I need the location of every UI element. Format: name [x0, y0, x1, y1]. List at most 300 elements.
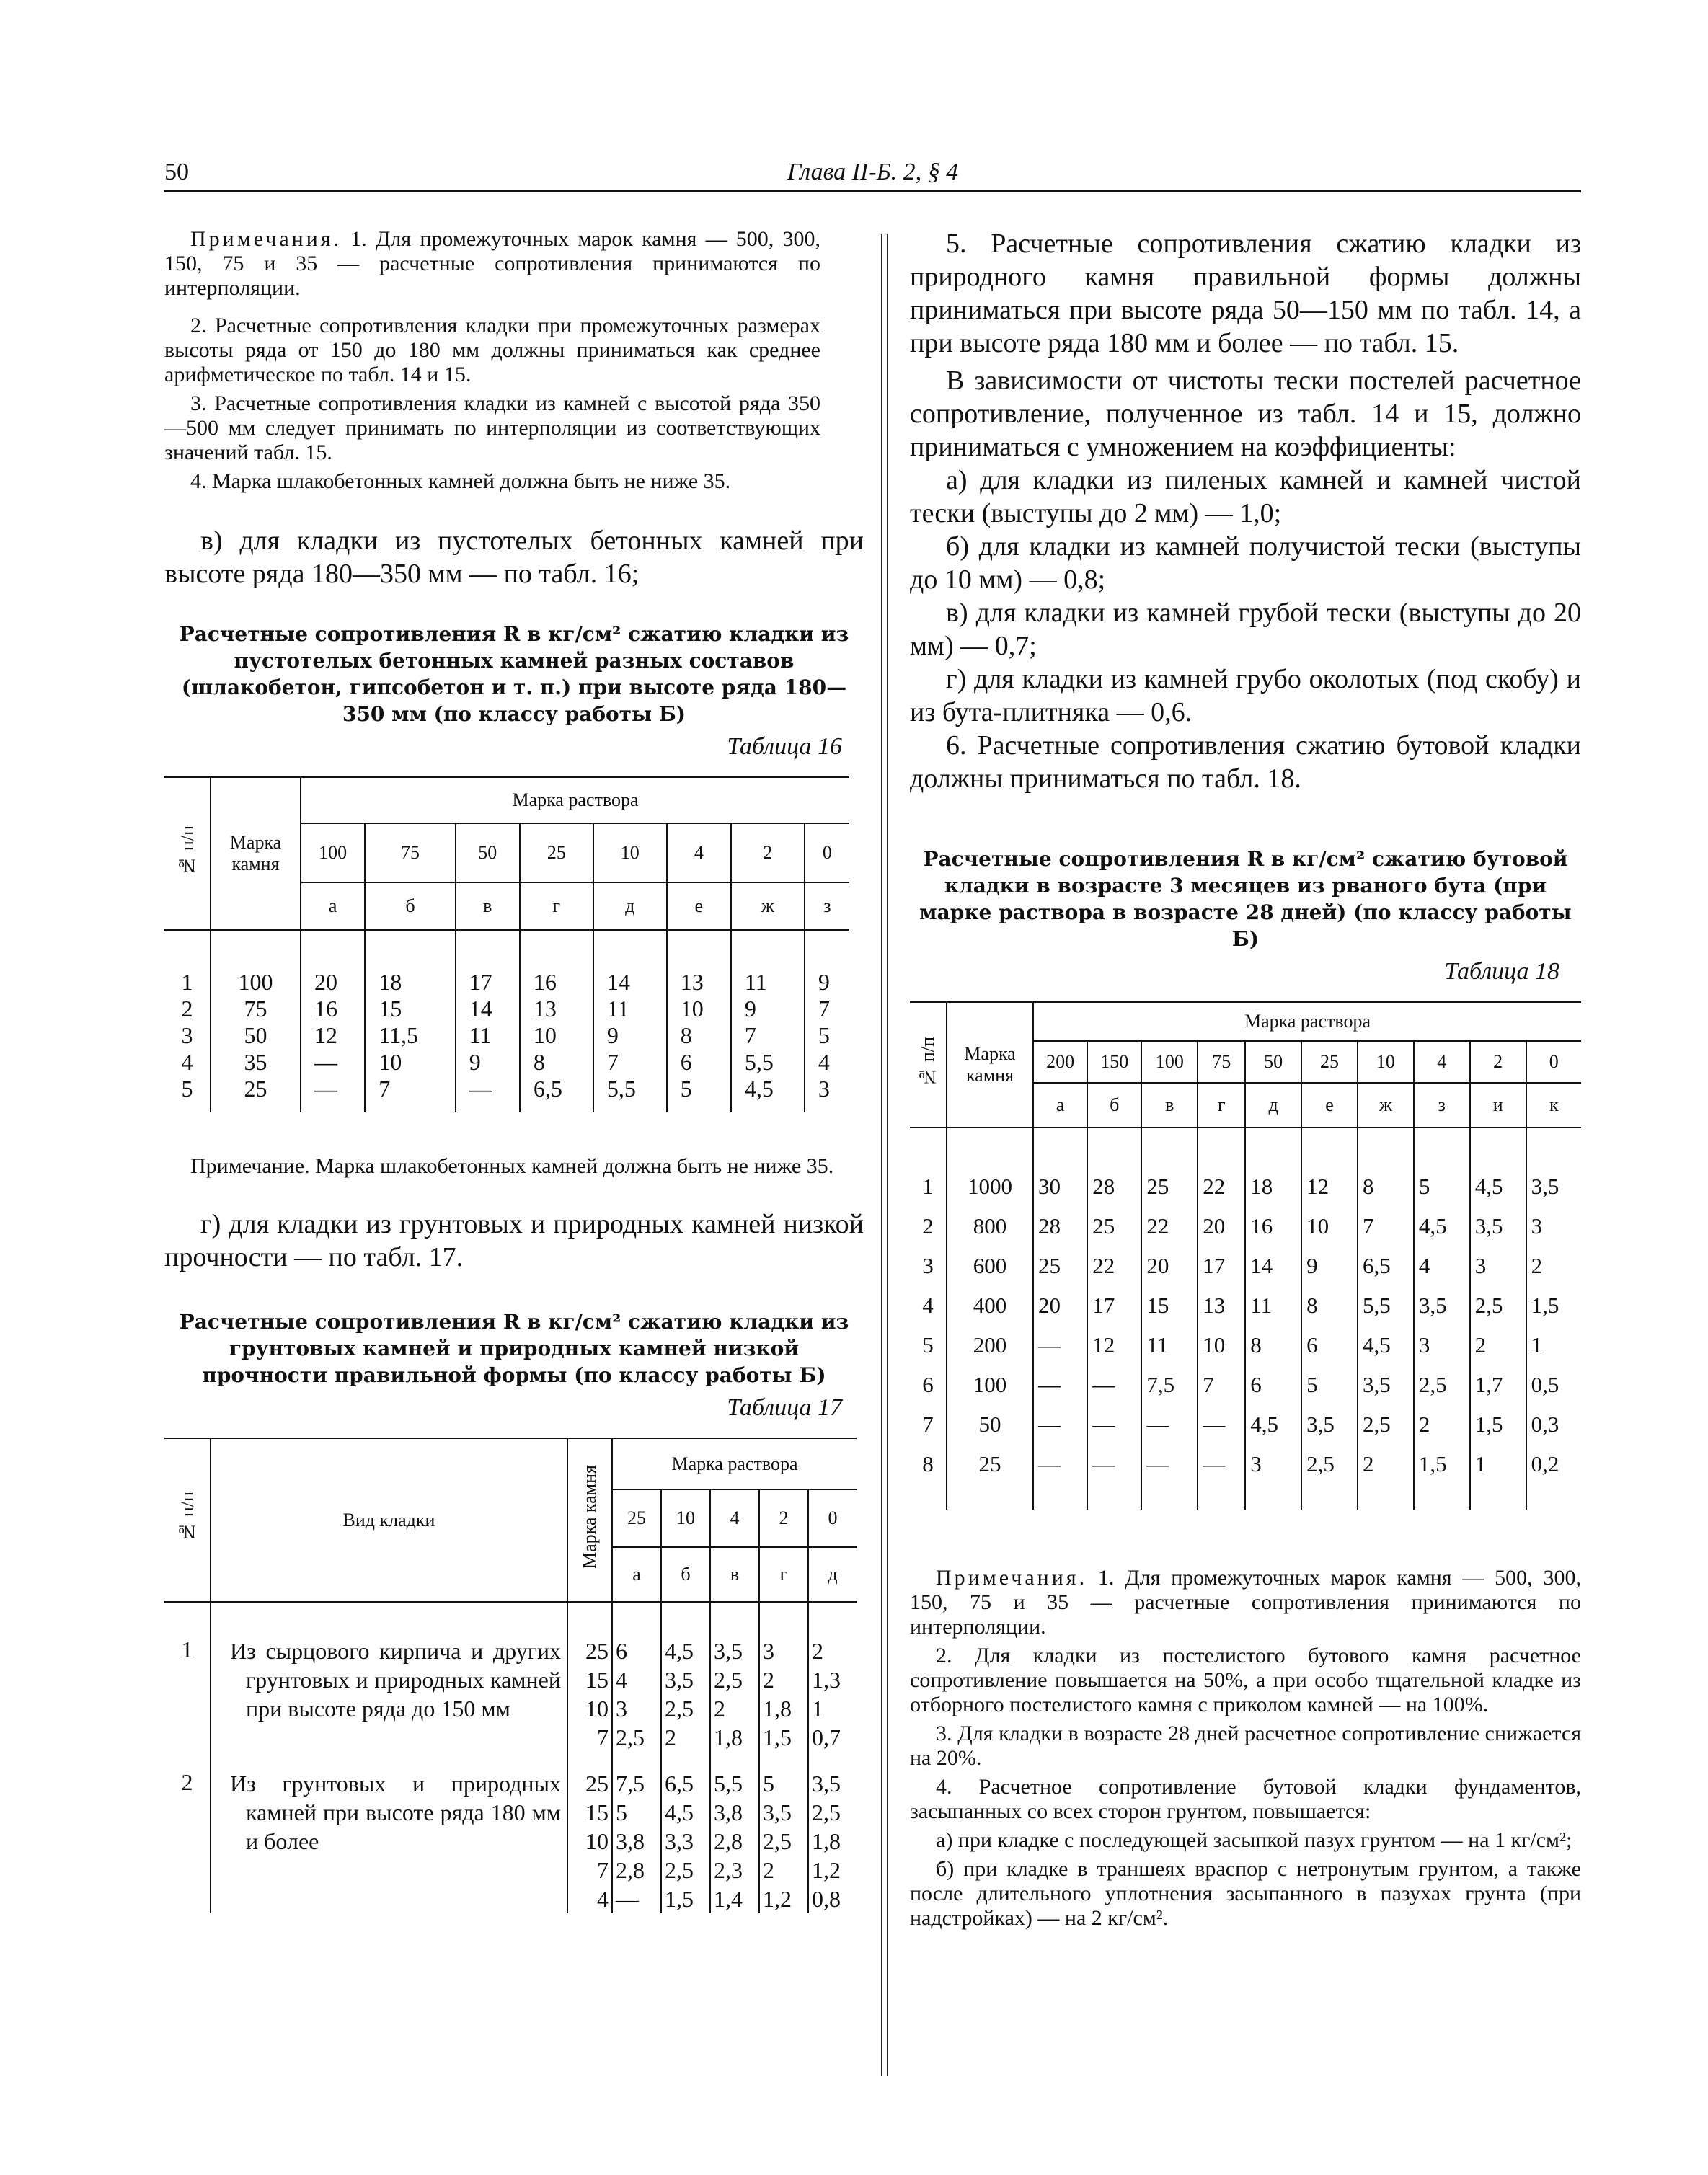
- t17-gap-2: [710, 1602, 759, 1636]
- t18-cell: 8: [1245, 1325, 1301, 1365]
- t18-cell: —: [1033, 1365, 1087, 1404]
- t17-cell: 1: [812, 1695, 823, 1722]
- t17-cell: 3,5: [759, 1798, 808, 1827]
- t18-row-num: 4: [910, 1285, 947, 1325]
- t18-gap-2: [1141, 1128, 1198, 1166]
- t18-cell: 5,5: [1358, 1285, 1414, 1325]
- t16-tail-0: [301, 1102, 365, 1112]
- note18-3: 3. Для кладки в возрасте 28 дней расчетное сопротивление снижается на 20%.: [910, 1722, 1581, 1770]
- t16-letter-3: г: [520, 882, 593, 930]
- table18-label: Таблица 18: [1444, 958, 1559, 985]
- t17-sp-mark: [567, 1752, 612, 1769]
- t17-sp-1: [661, 1752, 710, 1769]
- t17-row-mark: 10: [567, 1827, 612, 1856]
- t16-cell: 6,5: [520, 1076, 593, 1102]
- t16-row-mark: 25: [211, 1076, 301, 1102]
- t18-cell: 8: [1358, 1166, 1414, 1206]
- t18-cell: —: [1087, 1365, 1141, 1404]
- t16-cell: 7: [593, 1049, 667, 1076]
- t17-row-mark: 15: [567, 1798, 612, 1827]
- t16-row-num: 1: [164, 969, 211, 996]
- t17-group-kind: Из сырцового кирпича и других грунтовых и природных камней при высоте ряда до 150 мм: [211, 1636, 567, 1752]
- t17-cell: 3,3: [661, 1827, 710, 1856]
- t18-tail-5: [1301, 1484, 1358, 1510]
- t16-cell: —: [456, 1076, 520, 1102]
- t18-tail-1: [1087, 1484, 1141, 1510]
- t18-cell: 1,5: [1470, 1404, 1526, 1444]
- t18-cell: 20: [1198, 1206, 1245, 1246]
- t16-mark-2: 50: [456, 823, 520, 882]
- t17-letter-0: а: [612, 1547, 661, 1602]
- t18-row-mark: 25: [947, 1444, 1033, 1484]
- t18-cell: 4,5: [1470, 1166, 1526, 1206]
- t18-cell: 17: [1087, 1285, 1141, 1325]
- t18-letter-9: к: [1549, 1094, 1559, 1115]
- t16-cell: 10: [667, 996, 731, 1022]
- t18-row-2: [910, 1206, 1581, 1246]
- t16-letter-6: ж: [731, 882, 805, 930]
- t18-letter-2: в: [1141, 1083, 1198, 1128]
- t16-gap-2: [456, 930, 520, 969]
- t18-row-mark: 800: [947, 1206, 1033, 1246]
- t18-cell: 2: [1414, 1404, 1470, 1444]
- t17-row-mark: 7: [567, 1856, 612, 1884]
- t18-row-num: 3: [910, 1246, 947, 1285]
- t18-cell: —: [1033, 1404, 1087, 1444]
- t18-cell: 15: [1141, 1285, 1198, 1325]
- t18-cell: 28: [1087, 1166, 1141, 1206]
- t17-group-num: 2: [164, 1769, 211, 1913]
- t18-mark-5: 25: [1301, 1041, 1358, 1083]
- t18-row-mark: 100: [947, 1365, 1033, 1404]
- t18-gap-5: [1301, 1128, 1358, 1166]
- t17-cell: 4,5: [661, 1798, 710, 1827]
- t17-row-mark: 25: [567, 1769, 612, 1798]
- t16-cell: 7: [731, 1022, 805, 1049]
- t17-cell: 3,5: [812, 1770, 841, 1797]
- t17-cell: —: [612, 1884, 661, 1913]
- t18-cell: 11: [1141, 1325, 1198, 1365]
- t18-cell: 2: [1358, 1444, 1414, 1484]
- t17-cell: 5: [612, 1798, 661, 1827]
- t18-gap-6: [1358, 1128, 1414, 1166]
- t18-tail-6: [1358, 1484, 1414, 1510]
- t18-cell: 1,5: [1414, 1444, 1470, 1484]
- t16-gap-0: [301, 930, 365, 969]
- t17-row-mark: 7: [567, 1723, 612, 1752]
- t18-gap-mark: [947, 1128, 1033, 1166]
- t18-cell: 7: [1198, 1365, 1245, 1404]
- para-v-text: в) для кладки из пустотелых бетонных камней при высоте ряда 180—350 мм — по табл. 16;: [164, 526, 864, 589]
- t18-gap-0: [1033, 1128, 1087, 1166]
- t16-gap-3: [520, 930, 593, 969]
- t17-cell: 2: [661, 1723, 710, 1752]
- t16-cell: —: [301, 1049, 365, 1076]
- t18-tail-2: [1141, 1484, 1198, 1510]
- t17-cell: 3,5: [710, 1636, 759, 1665]
- t16-mark-0: 100: [301, 823, 365, 882]
- t18-cell: 3,5: [1301, 1404, 1358, 1444]
- t18-gap-num: [910, 1128, 947, 1166]
- t18-mark-0: 200: [1033, 1041, 1087, 1083]
- t18-cell: 6,5: [1358, 1246, 1414, 1285]
- t16-letter-1: б: [365, 882, 456, 930]
- notes18: [910, 1566, 1581, 1931]
- t16-letter-7: з: [823, 895, 831, 916]
- t17-cell: 2: [759, 1856, 808, 1884]
- t17-row-2-1: [164, 1769, 857, 1798]
- header-rule: [164, 190, 1581, 192]
- t17-cell: 2,5: [661, 1856, 710, 1884]
- t18-cell: 3,5: [1358, 1365, 1414, 1404]
- t16-mark-6: 2: [731, 823, 805, 882]
- table-17: [164, 1438, 857, 1913]
- note-top-4: 4. Марка шлакобетонных камней должна быть не ниже 35.: [190, 469, 731, 493]
- t18-mark-8: 2: [1470, 1041, 1526, 1083]
- t18-tail-8: [1470, 1484, 1526, 1510]
- t16-cell: 20: [301, 969, 365, 996]
- t16-cell: 16: [301, 996, 365, 1022]
- t16-tail-4: [593, 1102, 667, 1112]
- t18-cell: 4: [1414, 1246, 1470, 1285]
- t18-tail-7: [1414, 1484, 1470, 1510]
- t16-head-num: № п/п: [164, 777, 211, 930]
- t16-cell: 11: [731, 969, 805, 996]
- t18-cell: 20: [1033, 1285, 1087, 1325]
- t17-gap-4: [808, 1602, 857, 1636]
- note18-4b: б) при кладке в траншеях враспор с нетронутым грунтом, а также после длительного уплотнения засыпанного в пазухах грунта (при надстройках) — на 2 кг/см².: [910, 1857, 1581, 1930]
- t17-cell: 2: [710, 1694, 759, 1723]
- t16-cell: 5,5: [593, 1076, 667, 1102]
- t16-cell: 9: [731, 996, 805, 1022]
- t18-cell: 3,5: [1531, 1173, 1559, 1199]
- t18-mark-7: 4: [1414, 1041, 1470, 1083]
- note18-2: 2. Для кладки из постелистого бутового камня расчетное сопротивление повышается на 50%, а при особо тщательной кладке из отборного постелистого камня с приколом камней — на 100%.: [910, 1644, 1581, 1716]
- t18-cell: 28: [1033, 1206, 1087, 1246]
- t18-cell: 8: [1301, 1285, 1358, 1325]
- note18-4a: а) при кладке с последующей засыпкой пазух грунтом — на 1 кг/см²;: [936, 1828, 1572, 1852]
- t16-tail-mark: [211, 1102, 301, 1112]
- t18-row-1: [910, 1166, 1581, 1206]
- t16-gap-4: [593, 930, 667, 969]
- t18-cell: 12: [1301, 1166, 1358, 1206]
- t16-cell: 9: [593, 1022, 667, 1049]
- t18-cell: 10: [1198, 1325, 1245, 1365]
- t17-cell: 2,3: [710, 1856, 759, 1884]
- t17-mark-1: 10: [661, 1489, 710, 1547]
- t16-cell: 10: [520, 1022, 593, 1049]
- t18-cell: 1: [1470, 1444, 1526, 1484]
- t17-cell: 1,4: [710, 1884, 759, 1913]
- t18-cell: 12: [1087, 1325, 1141, 1365]
- t18-mark-2: 100: [1141, 1041, 1198, 1083]
- t16-tail-7: [805, 1102, 849, 1112]
- t18-cell: 9: [1301, 1246, 1358, 1285]
- t17-cell: 3,8: [710, 1798, 759, 1827]
- t17-gap-3: [759, 1602, 808, 1636]
- t18-cell: —: [1198, 1444, 1245, 1484]
- t16-tail-2: [456, 1102, 520, 1112]
- t18-tail-3: [1198, 1484, 1245, 1510]
- t17-cell: 2: [812, 1637, 823, 1664]
- t18-cell: 6: [1301, 1325, 1358, 1365]
- t18-row-8: [910, 1444, 1581, 1484]
- notes18-lead: Примечания.: [936, 1566, 1088, 1590]
- t16-row-mark: 100: [211, 969, 301, 996]
- t18-cell: —: [1198, 1404, 1245, 1444]
- t16-cell: 5: [818, 1022, 830, 1048]
- t17-sp-4: [808, 1752, 857, 1769]
- t18-row-mark: 50: [947, 1404, 1033, 1444]
- note-top-1: 1. Для промежуточных марок камня — 500, 300, 150, 75 и 35 — расчетные сопротивления принимаются по интерполяции.: [164, 227, 820, 300]
- t16-cell: 11: [593, 996, 667, 1022]
- t18-row-mark: 400: [947, 1285, 1033, 1325]
- t16-cell: 8: [520, 1049, 593, 1076]
- t16-gap-mark: [211, 930, 301, 969]
- t16-cell: —: [301, 1076, 365, 1102]
- t18-cell: —: [1141, 1444, 1198, 1484]
- t18-row-3: [910, 1246, 1581, 1285]
- t17-gap-kind: [211, 1602, 567, 1636]
- t18-cell: 3: [1245, 1444, 1301, 1484]
- column-divider: [881, 234, 882, 2076]
- t18-cell: 3: [1470, 1246, 1526, 1285]
- right-column: [910, 227, 1581, 1935]
- t17-cell: 1,5: [759, 1723, 808, 1752]
- t18-cell: 1,5: [1531, 1292, 1559, 1318]
- t18-cell: 1: [1531, 1332, 1543, 1357]
- t18-row-num: 2: [910, 1206, 947, 1246]
- t17-cell: 1,8: [759, 1694, 808, 1723]
- t17-sp-num: [164, 1752, 211, 1769]
- t17-cell: 1,2: [759, 1884, 808, 1913]
- t18-cell: —: [1033, 1325, 1087, 1365]
- t16-mark-3: 25: [520, 823, 593, 882]
- t18-letter-6: ж: [1358, 1083, 1414, 1128]
- t18-cell: 0,2: [1531, 1450, 1559, 1476]
- t18-cell: 14: [1245, 1246, 1301, 1285]
- t17-cell: 2,8: [612, 1856, 661, 1884]
- t16-tail-6: [731, 1102, 805, 1112]
- t16-mark-5: 4: [667, 823, 731, 882]
- right-text: [910, 227, 1581, 795]
- t16-cell: 9: [456, 1049, 520, 1076]
- t16-cell: 16: [520, 969, 593, 996]
- notes-top-lead: Примечания.: [190, 227, 342, 251]
- t18-cell: 4,5: [1245, 1404, 1301, 1444]
- t18-row-7: [910, 1404, 1581, 1444]
- t18-cell: —: [1033, 1444, 1087, 1484]
- t17-letter-3: г: [759, 1547, 808, 1602]
- t16-row-num: 3: [164, 1022, 211, 1049]
- t18-cell: 30: [1033, 1166, 1087, 1206]
- t17-cell: 2,5: [710, 1665, 759, 1694]
- t17-cell: 7,5: [612, 1769, 661, 1798]
- t18-row-mark: 600: [947, 1246, 1033, 1285]
- t16-cell: 7: [365, 1076, 456, 1102]
- t18-gap-9: [1526, 1128, 1581, 1166]
- t18-cell: 25: [1141, 1166, 1198, 1206]
- t17-sp-2: [710, 1752, 759, 1769]
- t17-cell: 2,5: [812, 1799, 841, 1825]
- t18-tail-4: [1245, 1484, 1301, 1510]
- t18-mark-4: 50: [1245, 1041, 1301, 1083]
- t18-row-num: 1: [910, 1166, 947, 1206]
- t16-cell: 3: [818, 1076, 830, 1102]
- t18-cell: 2,5: [1470, 1285, 1526, 1325]
- t17-sp-3: [759, 1752, 808, 1769]
- chapter-title: Глава II-Б. 2, § 4: [787, 159, 959, 185]
- t18-cell: 3: [1531, 1213, 1543, 1239]
- t17-row-mark: 25: [567, 1636, 612, 1665]
- t17-head-num: № п/п: [164, 1438, 211, 1602]
- t17-group-num: 1: [164, 1636, 211, 1752]
- t16-tail-num: [164, 1102, 211, 1112]
- t16-head-group: Марка раствора: [301, 777, 849, 823]
- t17-letter-4: д: [828, 1564, 838, 1585]
- t18-cell: 10: [1301, 1206, 1358, 1246]
- table17-caption: Расчетные сопротивления R в кг/см² сжатию кладки из грунтовых камней и природных камней низкой прочности правильной формы (по классу работы Б): [179, 1310, 849, 1387]
- left-column: [164, 227, 864, 1913]
- t17-row-mark: 10: [567, 1694, 612, 1723]
- t18-cell: 22: [1141, 1206, 1198, 1246]
- t17-cell: 1,2: [812, 1856, 841, 1883]
- t18-mark-6: 10: [1358, 1041, 1414, 1083]
- t16-row-mark: 75: [211, 996, 301, 1022]
- note-top-3: 3. Расчетные сопротивления кладки из камней с высотой ряда 350—500 мм следует принимать по интерполяции из соответствующих значений табл. 15.: [164, 391, 820, 464]
- t18-cell: 16: [1245, 1206, 1301, 1246]
- t16-cell: 17: [456, 969, 520, 996]
- t17-mark-4: 0: [808, 1489, 857, 1547]
- t18-tail-mark: [947, 1484, 1033, 1510]
- para-dependence: В зависимости от чистоты тески постелей расчетное сопротивление, полученное из табл. 14 и 15, должно приниматься с умножением на коэффициенты:: [910, 366, 1581, 462]
- para-v: [164, 524, 864, 590]
- t18-cell: 11: [1245, 1285, 1301, 1325]
- t17-mark-3: 2: [759, 1489, 808, 1547]
- t18-letter-8: и: [1470, 1083, 1526, 1128]
- t18-tail-0: [1033, 1484, 1087, 1510]
- t17-sp-kind: [211, 1752, 567, 1769]
- t17-cell: 1,8: [710, 1723, 759, 1752]
- note16-text: Примечание. Марка шлакобетонных камней должна быть не ниже 35.: [190, 1154, 834, 1178]
- t17-cell: 0,7: [812, 1724, 841, 1750]
- note16: [164, 1154, 835, 1179]
- t16-cell: 6: [667, 1049, 731, 1076]
- t18-cell: 0,5: [1531, 1371, 1559, 1397]
- t18-cell: 2,5: [1414, 1365, 1470, 1404]
- t16-cell: 10: [365, 1049, 456, 1076]
- t18-cell: 20: [1141, 1246, 1198, 1285]
- t18-row-num: 5: [910, 1325, 947, 1365]
- t18-cell: 3: [1414, 1325, 1470, 1365]
- t18-cell: 3,5: [1414, 1285, 1470, 1325]
- t18-cell: —: [1141, 1404, 1198, 1444]
- t18-head-mark: Марка камня: [947, 1002, 1033, 1128]
- para-6: 6. Расчетные сопротивления сжатию бутовой кладки должны приниматься по табл. 18.: [910, 730, 1581, 794]
- t18-cell: 25: [1033, 1246, 1087, 1285]
- para-5: 5. Расчетные сопротивления сжатию кладки из природного камня правильной формы должны приниматься при высоте ряда 50—150 мм по табл. 14, а при высоте ряда 180 мм и более — по табл. 15.: [910, 229, 1581, 358]
- t18-cell: 17: [1198, 1246, 1245, 1285]
- t16-row-num: 2: [164, 996, 211, 1022]
- t17-row-1-1: [164, 1636, 857, 1665]
- t16-tail-1: [365, 1102, 456, 1112]
- t16-row-mark: 50: [211, 1022, 301, 1049]
- t18-tail-9: [1526, 1484, 1581, 1510]
- t17-cell: 2,8: [710, 1827, 759, 1856]
- coef-g: г) для кладки из камней грубо околотых (под скобу) и из бута-плитняка — 0,6.: [910, 664, 1581, 727]
- t18-letter-0: а: [1033, 1083, 1087, 1128]
- t17-cell: 2,5: [759, 1827, 808, 1856]
- t18-row-6: [910, 1365, 1581, 1404]
- t16-letter-0: а: [301, 882, 365, 930]
- t17-cell: 6,5: [661, 1769, 710, 1798]
- t16-row-num: 4: [164, 1049, 211, 1076]
- t18-cell: 6: [1245, 1365, 1301, 1404]
- t17-gap-1: [661, 1602, 710, 1636]
- t16-tail-5: [667, 1102, 731, 1112]
- t16-cell: 13: [667, 969, 731, 996]
- t18-cell: 2: [1531, 1252, 1543, 1278]
- t18-cell: 0,3: [1531, 1411, 1559, 1437]
- t18-cell: —: [1087, 1444, 1141, 1484]
- t16-row-3: [164, 1022, 849, 1049]
- t18-letter-1: б: [1087, 1083, 1141, 1128]
- note18-4: 4. Расчетное сопротивление бутовой кладки фундаментов, засыпанных со всех сторон грунтом, повышается:: [910, 1775, 1581, 1823]
- t17-head-mark: Марка камня: [567, 1438, 612, 1602]
- t16-row-mark: 35: [211, 1049, 301, 1076]
- t16-gap-1: [365, 930, 456, 969]
- notes-top: [164, 227, 820, 494]
- t18-head-num: № п/п: [910, 1002, 947, 1128]
- t16-cell: 5: [667, 1076, 731, 1102]
- t18-cell: 2,5: [1301, 1444, 1358, 1484]
- t18-row-num: 8: [910, 1444, 947, 1484]
- t18-mark-1: 150: [1087, 1041, 1141, 1083]
- t18-letter-4: д: [1245, 1083, 1301, 1128]
- t17-cell: 3,5: [661, 1665, 710, 1694]
- t17-cell: 3: [759, 1636, 808, 1665]
- t16-gap-5: [667, 930, 731, 969]
- t17-mark-0: 25: [612, 1489, 661, 1547]
- t18-cell: 4,5: [1358, 1325, 1414, 1365]
- t17-cell: 4: [612, 1665, 661, 1694]
- t18-tail-num: [910, 1484, 947, 1510]
- t17-cell: 1,8: [812, 1828, 841, 1854]
- t16-cell: 4,5: [731, 1076, 805, 1102]
- t17-cell: 6: [612, 1636, 661, 1665]
- table16-label: Таблица 16: [727, 733, 842, 760]
- t18-head-group: Марка раствора: [1033, 1002, 1581, 1041]
- t16-letter-5: е: [667, 882, 731, 930]
- table16-caption: Расчетные сопротивления R в кг/см² сжатию кладки из пустотелых бетонных камней разных составов (шлакобетон, гипсобетон и т. п.) при высоте ряда 180—350 мм (по классу работы Б): [179, 622, 849, 726]
- page-number: 50: [164, 159, 189, 185]
- t16-cell: 11: [456, 1022, 520, 1049]
- t17-cell: 5,5: [710, 1769, 759, 1798]
- t18-cell: 13: [1198, 1285, 1245, 1325]
- t18-cell: 5: [1414, 1166, 1470, 1206]
- t18-letter-3: г: [1198, 1083, 1245, 1128]
- t16-cell: 14: [593, 969, 667, 996]
- t17-gap-num: [164, 1602, 211, 1636]
- t17-row-mark: 4: [567, 1884, 612, 1913]
- column-divider-inner: [887, 234, 888, 2076]
- t16-cell: 4: [818, 1049, 830, 1075]
- t17-cell: 2: [759, 1665, 808, 1694]
- coef-a: а) для кладки из пиленых камней и камней чистой тески (выступы до 2 мм) — 1,0;: [910, 465, 1581, 528]
- t18-mark-3: 75: [1198, 1041, 1245, 1083]
- t16-cell: 14: [456, 996, 520, 1022]
- t16-cell: 15: [365, 996, 456, 1022]
